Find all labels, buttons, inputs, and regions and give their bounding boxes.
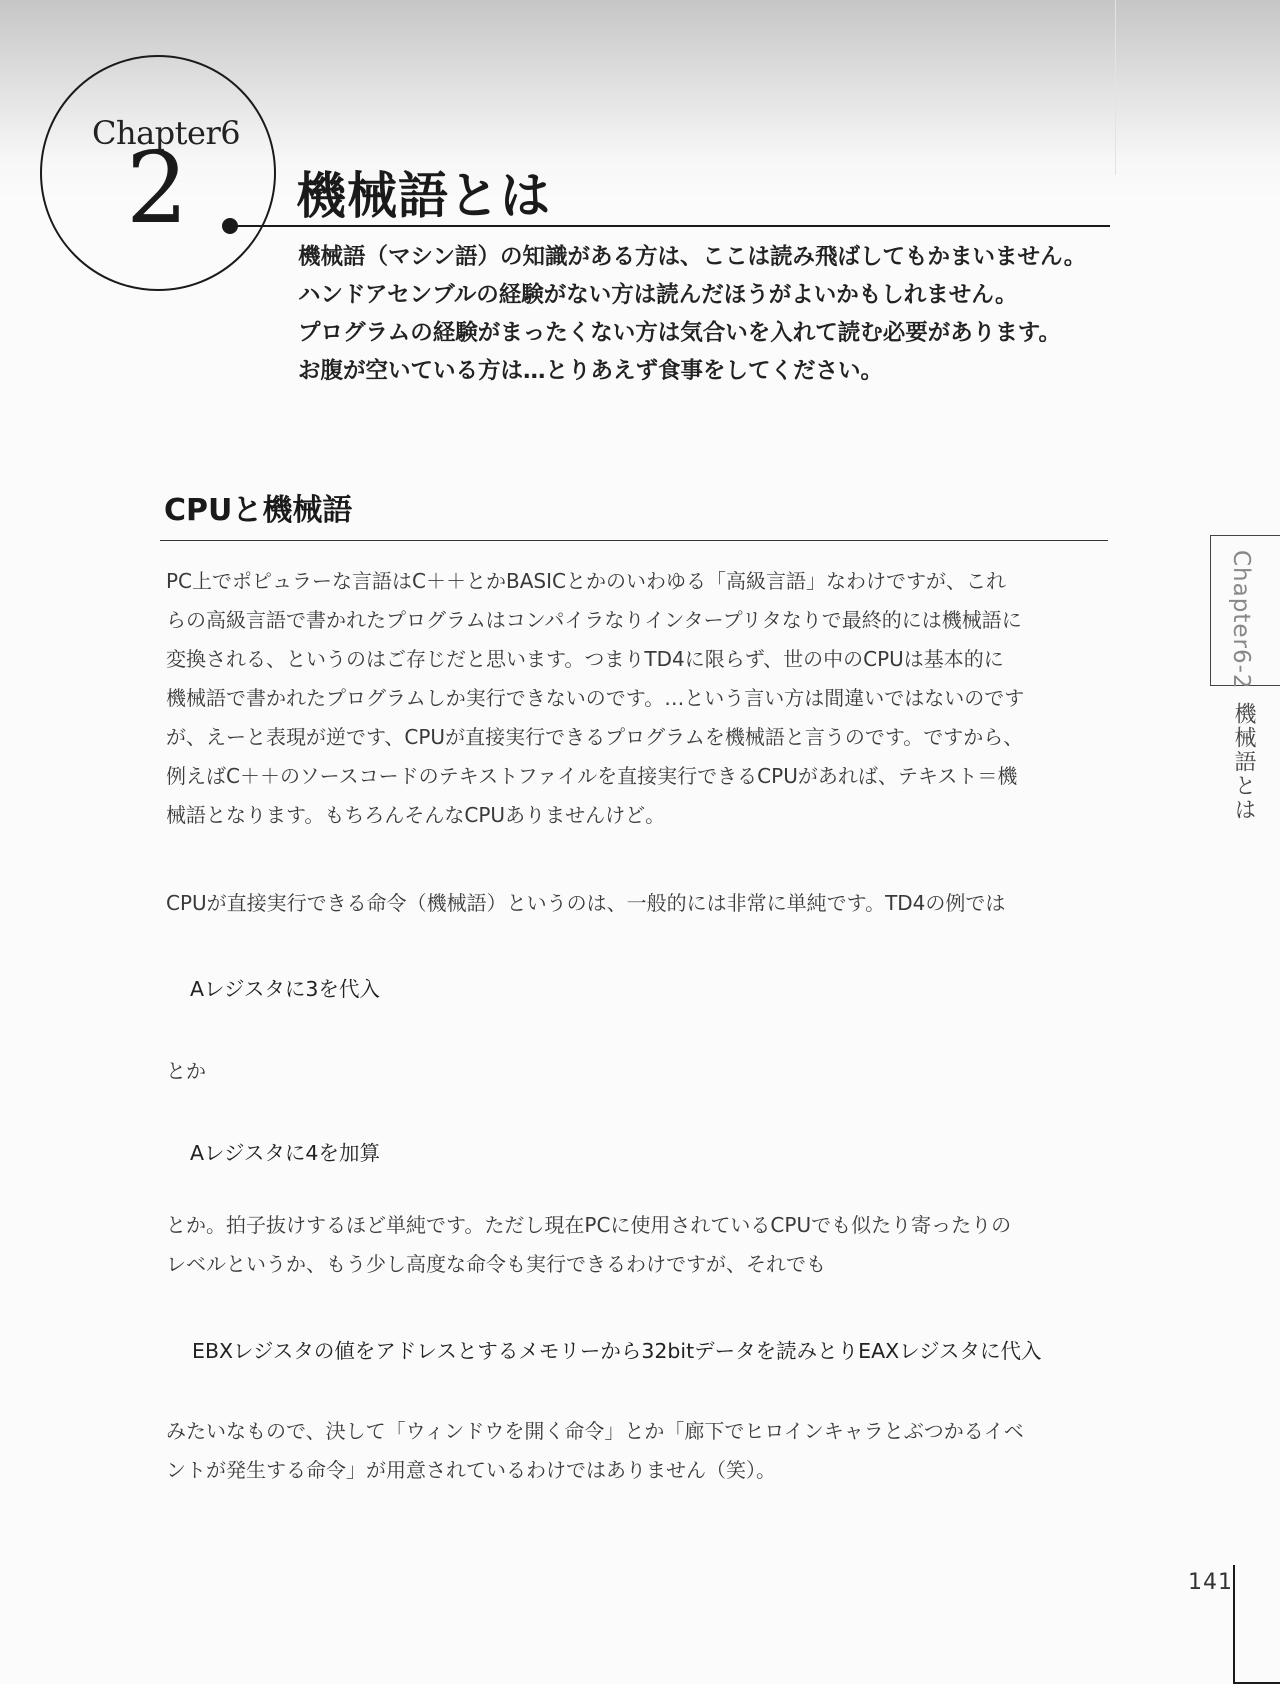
side-tab-title: 機械語とは [1231, 702, 1256, 822]
paragraph-5 [166, 1412, 1116, 1490]
page-number: 141 [1188, 1570, 1233, 1595]
intro-line: お腹が空いている方は…とりあえず食事をしてください。 [298, 358, 884, 384]
intro-line: 機械語（マシン語）の知識がある方は、ここは読み飛ばしてもかまいません。 [298, 244, 1087, 270]
example-instruction-2: Aレジスタに4を加算 [190, 1141, 380, 1165]
paragraph-line: CPUが直接実行できる命令（機械語）というのは、一般的には非常に単純です。TD4の例では [166, 891, 1006, 915]
paragraph-line: 械語となります。もちろんそんなCPUありませんけど。 [166, 803, 666, 827]
paragraph-3 [166, 1052, 1116, 1091]
side-tab-chapter: Chapter6-2 [1228, 550, 1254, 690]
chapter-label: Chapter6 [92, 114, 241, 152]
chapter-number: 2 [126, 132, 189, 246]
paragraph-line: とか [166, 1059, 206, 1083]
paragraph-line: ントが発生する命令」が用意されているわけではありません（笑）。 [166, 1458, 776, 1482]
paragraph-1 [166, 562, 1116, 835]
paragraph-line: レベルというか、もう少し高度な命令も実行できるわけですが、それでも [166, 1252, 826, 1276]
page-title: 機械語とは [296, 167, 551, 225]
paragraph-line: 例えばC＋＋のソースコードのテキストファイルを直接実行できるCPUがあれば、テキスト＝機 [166, 764, 1018, 788]
example-instruction-3: EBXレジスタの値をアドレスとするメモリーから32bitデータを読みとりEAXレジスタに代入 [192, 1339, 1042, 1363]
intro-line: プログラムの経験がまったくない方は気合いを入れて読む必要があります。 [298, 320, 1061, 346]
paragraph-line: PC上でポピュラーな言語はC＋＋とかBASICとかのいわゆる「高級言語」なわけですが、これ [166, 569, 1006, 593]
side-tab-rule-top [1210, 535, 1280, 536]
section-heading: CPUと機械語 [164, 493, 353, 528]
page-corner-vertical-rule [1233, 1565, 1235, 1684]
example-instruction-1: Aレジスタに3を代入 [190, 977, 380, 1001]
paragraph-line: 機械語で書かれたプログラムしか実行できないのです。…という言い方は間違いではないのです [166, 686, 1025, 710]
paragraph-4 [166, 1206, 1116, 1284]
header-divider [1115, 0, 1116, 175]
paragraph-line: が、えーと表現が逆です、CPUが直接実行できるプログラムを機械語と言うのです。ですから、 [166, 725, 1024, 749]
intro-line: ハンドアセンブルの経験がない方は読んだほうがよいかもしれません。 [298, 282, 1018, 308]
paragraph-line: らの高級言語で書かれたプログラムはコンパイラなりインタープリタなりで最終的には機械語に [166, 608, 1022, 632]
paragraph-2 [166, 884, 1116, 923]
paragraph-line: みたいなもので、決して「ウィンドウを開く命令」とか「廊下でヒロインキャラとぶつかるイベ [166, 1419, 1024, 1443]
paragraph-line: とか。拍子抜けするほど単純です。ただし現在PCに使用されているCPUでも似たり寄ったりの [166, 1213, 1012, 1237]
intro-text [298, 238, 1128, 390]
paragraph-line: 変換される、というのはご存じだと思います。つまりTD4に限らず、世の中のCPUは基本的に [166, 647, 1004, 671]
section-rule [160, 540, 1108, 541]
side-tab-rule-vertical [1210, 535, 1211, 685]
